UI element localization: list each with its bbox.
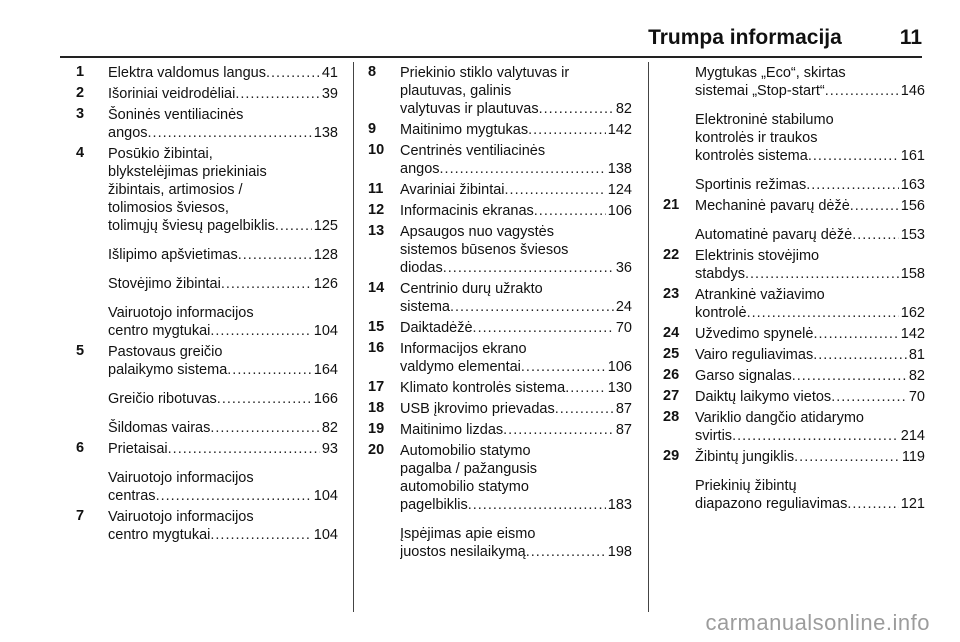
entry-number: 4 [76,145,85,161]
entry-text-line: valdymo elementai [400,359,521,375]
entry-text-line: automobilio statymo [400,479,529,495]
dot-leader [806,176,899,194]
page-reference: 142 [607,122,632,138]
page-reference: 104 [313,488,338,504]
index-entry[interactable] [368,379,632,397]
entry-text-line: tolimųjų šviesų pagelbiklis [108,218,275,234]
entry-number: 24 [663,325,680,341]
page-reference: 128 [313,247,338,263]
page-reference: 104 [313,323,338,339]
entry-number: 9 [368,121,377,137]
page-reference: 156 [900,198,925,214]
index-entry[interactable] [368,340,632,376]
index-entry[interactable] [368,280,632,316]
entry-number: 1 [76,64,85,80]
entry-number: 26 [663,367,680,383]
page-reference: 126 [313,276,338,292]
entry-text-line: Apsaugos nuo vagystės [400,224,554,240]
entry-number: 22 [663,247,680,263]
dot-leader [794,448,900,466]
dot-leader [528,121,606,139]
dot-leader [443,259,614,277]
index-entry[interactable] [368,319,632,337]
page-reference: 138 [313,125,338,141]
entry-text-line: Sportinis režimas [695,177,807,193]
dot-leader [831,388,907,406]
index-entry[interactable] [76,390,338,408]
entry-text-line: Automatinė pavarų dėžė [695,227,853,243]
entry-text-line: Mygtukas „Eco“, skirtas [695,65,846,81]
index-entry[interactable] [368,223,632,277]
index-entry[interactable] [368,525,632,561]
entry-text-line: Centrinės ventiliacinės [400,143,546,159]
page-reference: 82 [908,368,925,384]
entry-number: 23 [663,286,680,302]
page-reference: 146 [900,83,925,99]
entry-text-line: Atrankinė važiavimo [695,287,825,303]
entry-text-line: Vairuotojo informacijos [108,305,254,321]
entry-number [76,419,108,437]
entry-text-line: Elektrinis stovėjimo [695,248,820,264]
dot-leader [792,367,907,385]
entry-text-line: Centrinio durų užrakto [400,281,543,297]
dot-leader [747,304,899,322]
dot-leader [210,322,311,340]
page-reference: 106 [607,203,632,219]
index-entry[interactable] [76,419,338,437]
entry-number [663,64,695,100]
dot-leader [732,427,899,445]
entry-text-line: pagalba / pažangusis [400,461,538,477]
entry-text-line: Mechaninė pavarų dėžė [695,198,850,214]
entry-number [76,304,108,340]
entry-text-line: svirtis [695,428,733,444]
entry-number: 27 [663,388,680,404]
entry-text-line: sistemai „Stop-start“ [695,83,825,99]
entry-number: 29 [663,448,680,464]
dot-leader [813,325,898,343]
entry-text-line: valytuvas ir plautuvas [400,101,539,117]
entry-number: 20 [368,442,385,458]
entry-number: 2 [76,85,85,101]
entry-text-line: sistemos būsenos šviesos [400,242,569,258]
page-header [648,26,922,50]
dot-leader [227,361,312,379]
entry-text-line: palaikymo sistema [108,362,228,378]
entry-text-line: sistema [400,299,450,315]
page-reference: 125 [313,218,338,234]
page-reference: 87 [615,401,632,417]
dot-leader [539,100,614,118]
index-entry[interactable] [663,448,925,466]
entry-text-line: Vairuotojo informacijos [108,509,254,525]
entry-text-line: juostos nesilaikymą [400,544,526,560]
entry-text-line: Greičio ribotuvas [108,391,217,407]
page-reference: 214 [900,428,925,444]
entry-text-line: Informacinis ekranas [400,203,534,219]
entry-text-line: Prietaisai [108,441,168,457]
page-reference: 81 [908,347,925,363]
dot-leader [238,246,312,264]
entry-text-line: centro mygtukai [108,527,211,543]
entry-number [76,275,108,293]
index-entry[interactable] [76,508,338,544]
page-reference: 142 [900,326,925,342]
page-reference: 70 [615,320,632,336]
index-column-3 [663,64,925,524]
index-entry[interactable] [663,325,925,343]
page-reference: 183 [607,497,632,513]
entry-number [663,226,695,244]
dot-leader [745,265,899,283]
entry-number [76,390,108,408]
entry-text-line: kontrolės ir traukos [695,130,818,146]
dot-leader [526,543,606,561]
index-entry[interactable] [76,304,338,340]
dot-leader [555,400,614,418]
index-entry[interactable] [663,477,925,513]
index-entry[interactable] [368,421,632,439]
entry-text-line: kontrolė [695,305,747,321]
index-entry[interactable] [368,202,632,220]
index-entry[interactable] [663,226,925,244]
dot-leader [847,495,898,513]
entry-text-line: centras [108,488,156,504]
index-entry[interactable] [76,469,338,505]
dot-leader [210,526,311,544]
entry-text-line: Šildomas vairas [108,420,211,436]
dot-leader [473,319,614,337]
entry-text-line: Stovėjimo žibintai [108,276,221,292]
entry-text-line: Įspėjimas apie eismo [400,526,536,542]
header-rule [60,56,922,58]
dot-leader [468,496,606,514]
entry-number: 7 [76,508,85,524]
dot-leader [850,197,899,215]
entry-number [76,246,108,264]
entry-text-line: blykstelėjimas priekiniais [108,164,267,180]
entry-text-line: tolimosios šviesos, [108,200,229,216]
page-reference: 153 [900,227,925,243]
index-entry[interactable] [76,343,338,379]
dot-leader [440,160,606,178]
entry-text-line: Automobilio statymo [400,443,531,459]
page-reference: 198 [607,544,632,560]
entry-number [663,111,695,165]
entry-number: 13 [368,223,385,239]
entry-number [76,469,108,505]
page-reference: 36 [615,260,632,276]
dot-leader [503,421,614,439]
index-entry[interactable] [368,64,632,118]
page-reference: 161 [900,148,925,164]
dot-leader [275,217,312,235]
dot-leader [217,390,312,408]
page-reference: 124 [607,182,632,198]
index-entry[interactable] [368,121,632,139]
page-title: Trumpa informacija [648,26,842,49]
entry-number: 3 [76,106,85,122]
entry-text-line: Vairuotojo informacijos [108,470,254,486]
dot-leader [825,82,899,100]
entry-text-line: kontrolės sistema [695,148,808,164]
page-reference: 106 [607,359,632,375]
page-number: 11 [899,26,922,49]
entry-number: 19 [368,421,385,437]
index-entry[interactable] [663,64,925,100]
entry-text-line: Užvedimo spynelė [695,326,814,342]
dot-leader [235,85,320,103]
entry-text-line: angos [400,161,440,177]
page-reference: 119 [901,449,925,465]
entry-text-line: Vairo reguliavimas [695,347,814,363]
entry-text-line: diapazono reguliavimas [695,496,848,512]
dot-leader [148,124,312,142]
page-reference: 121 [900,496,925,512]
dot-leader [521,358,606,376]
entry-number: 18 [368,400,385,416]
index-entry[interactable] [76,64,338,82]
entry-number: 11 [368,181,384,197]
entry-text-line: Informacijos ekrano [400,341,527,357]
entry-text-line: plautuvas, galinis [400,83,512,99]
entry-number: 15 [368,319,385,335]
entry-text-line: Šoninės ventiliacinės [108,107,244,123]
index-entry[interactable] [663,247,925,283]
dot-leader [808,147,899,165]
entry-text-line: Daiktų laikymo vietos [695,389,832,405]
entry-text-line: Garso signalas [695,368,792,384]
index-entry[interactable] [663,388,925,406]
page-reference: 138 [607,161,632,177]
column-divider [648,62,649,612]
dot-leader [266,64,320,82]
index-entry[interactable] [368,442,632,514]
entry-number: 17 [368,379,385,395]
entry-number: 21 [663,197,680,213]
page-reference: 158 [900,266,925,282]
entry-number: 16 [368,340,385,356]
entry-text-line: Avariniai žibintai [400,182,505,198]
entry-text-line: Išlipimo apšvietimas [108,247,238,263]
index-entry[interactable] [76,440,338,458]
index-entry[interactable] [663,176,925,194]
watermark: carmanualsonline.info [705,610,930,635]
dot-leader [156,487,312,505]
entry-text-line: Daiktadėžė [400,320,473,336]
index-entry[interactable] [76,85,338,103]
page-reference: 164 [313,362,338,378]
dot-leader [210,419,320,437]
entry-text-line: Priekinio stiklo valytuvas ir [400,65,570,81]
entry-number: 12 [368,202,385,218]
index-column-1 [76,64,338,555]
page-reference: 70 [908,389,925,405]
entry-text-line: stabdys [695,266,745,282]
entry-text-line: Žibintų jungiklis [695,449,795,465]
entry-number: 25 [663,346,680,362]
index-entry[interactable] [76,246,338,264]
entry-text-line: Elektra valdomus langus [108,65,266,81]
entry-text-line: Klimato kontrolės sistema [400,380,566,396]
page-reference: 166 [313,391,338,407]
entry-number: 10 [368,142,385,158]
entry-text-line: pagelbiklis [400,497,468,513]
page-reference: 82 [615,101,632,117]
index-entry[interactable] [368,181,632,199]
page-reference: 82 [321,420,338,436]
dot-leader [505,181,606,199]
index-entry[interactable] [663,111,925,165]
entry-text-line: centro mygtukai [108,323,211,339]
dot-leader [813,346,907,364]
dot-leader [534,202,606,220]
entry-number [663,477,695,513]
column-divider [353,62,354,612]
entry-number: 5 [76,343,85,359]
dot-leader [221,275,312,293]
page-reference: 24 [615,299,632,315]
page-reference: 130 [607,380,632,396]
index-entry[interactable] [368,142,632,178]
entry-number [663,176,695,194]
entry-text-line: Priekinių žibintų [695,478,797,494]
entry-text-line: žibintais, artimosios / [108,182,243,198]
index-entry[interactable] [76,106,338,142]
page-reference: 104 [313,527,338,543]
entry-text-line: Elektroninė stabilumo [695,112,834,128]
page-reference: 93 [321,441,338,457]
index-column-2 [368,64,632,572]
index-entry[interactable] [76,275,338,293]
entry-text-line: Posūkio žibintai, [108,146,213,162]
entry-text-line: Išoriniai veidrodėliai [108,86,236,102]
entry-text-line: diodas [400,260,443,276]
page-reference: 39 [321,86,338,102]
entry-number: 28 [663,409,680,425]
index-entry[interactable] [663,286,925,322]
page-reference: 87 [615,422,632,438]
index-entry[interactable] [368,400,632,418]
page-reference: 41 [321,65,338,81]
index-entry[interactable] [76,145,338,235]
entry-text-line: Maitinimo mygtukas [400,122,529,138]
entry-number [368,525,400,561]
index-entry[interactable] [663,367,925,385]
dot-leader [852,226,899,244]
index-entry[interactable] [663,346,925,364]
entry-text-line: angos [108,125,148,141]
entry-text-line: Maitinimo lizdas [400,422,504,438]
entry-number: 14 [368,280,385,296]
dot-leader [168,440,320,458]
entry-number: 6 [76,440,85,456]
entry-text-line: Pastovaus greičio [108,344,223,360]
entry-text-line: Variklio dangčio atidarymo [695,410,864,426]
index-entry[interactable] [663,197,925,215]
dot-leader [450,298,614,316]
entry-text-line: USB įkrovimo prievadas [400,401,555,417]
index-entry[interactable] [663,409,925,445]
entry-number: 8 [368,64,377,80]
page-reference: 162 [900,305,925,321]
page-reference: 163 [900,177,925,193]
dot-leader [565,379,606,397]
